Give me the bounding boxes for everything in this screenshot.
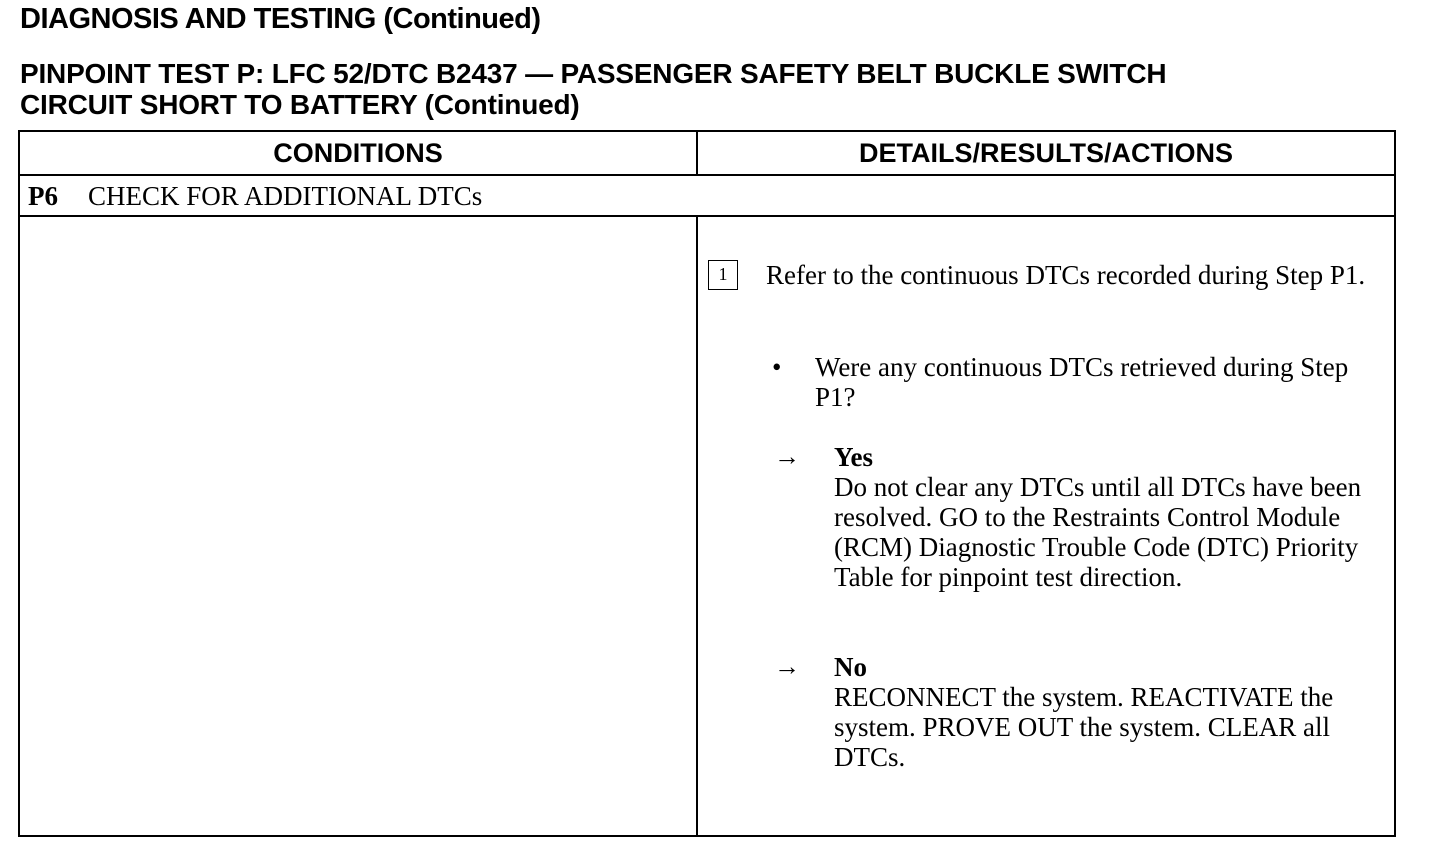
- column-divider-body: [696, 217, 698, 835]
- section-heading: DIAGNOSIS AND TESTING (Continued): [20, 3, 541, 35]
- substep-instruction: Refer to the continuous DTCs recorded during Step P1.: [766, 260, 1366, 290]
- step-id: P6: [28, 181, 58, 211]
- column-header-conditions: CONDITIONS: [273, 138, 443, 168]
- conditions-cell: [20, 217, 696, 835]
- substep-question: Were any continuous DTCs retrieved during Step P1?: [815, 352, 1349, 412]
- column-header-details: DETAILS/RESULTS/ACTIONS: [858, 138, 1233, 168]
- answer-no-action: RECONNECT the system. REACTIVATE the system. PROVE OUT the system. CLEAR all DTCs.: [834, 682, 1334, 772]
- substep-number-box: 1: [708, 260, 738, 290]
- arrow-right-icon: →: [774, 652, 800, 681]
- bullet-icon: •: [772, 352, 782, 382]
- pinpoint-test-title: [20, 58, 1166, 120]
- test-title-line-1: PINPOINT TEST P: LFC 52/DTC B2437 — PASSENGER SAFETY BELT BUCKLE SWITCH: [20, 58, 1167, 89]
- step-row: [28, 176, 482, 216]
- pinpoint-test-table: [18, 130, 1396, 837]
- test-title-line-2: CIRCUIT SHORT TO BATTERY (Continued): [20, 89, 580, 120]
- answer-yes-label: Yes: [834, 442, 873, 472]
- answer-no-label: No: [834, 652, 867, 682]
- arrow-right-icon: →: [774, 442, 800, 471]
- step-title: CHECK FOR ADDITIONAL DTCs: [88, 181, 483, 211]
- answer-no: [834, 652, 1394, 772]
- answer-yes-action: Do not clear any DTCs until all DTCs have been resolved. GO to the Restraints Control Module (RCM) Diagnostic Trouble Code (DTC) Priority Table for pinpoint test direction.: [834, 472, 1362, 592]
- answer-yes: [834, 442, 1394, 592]
